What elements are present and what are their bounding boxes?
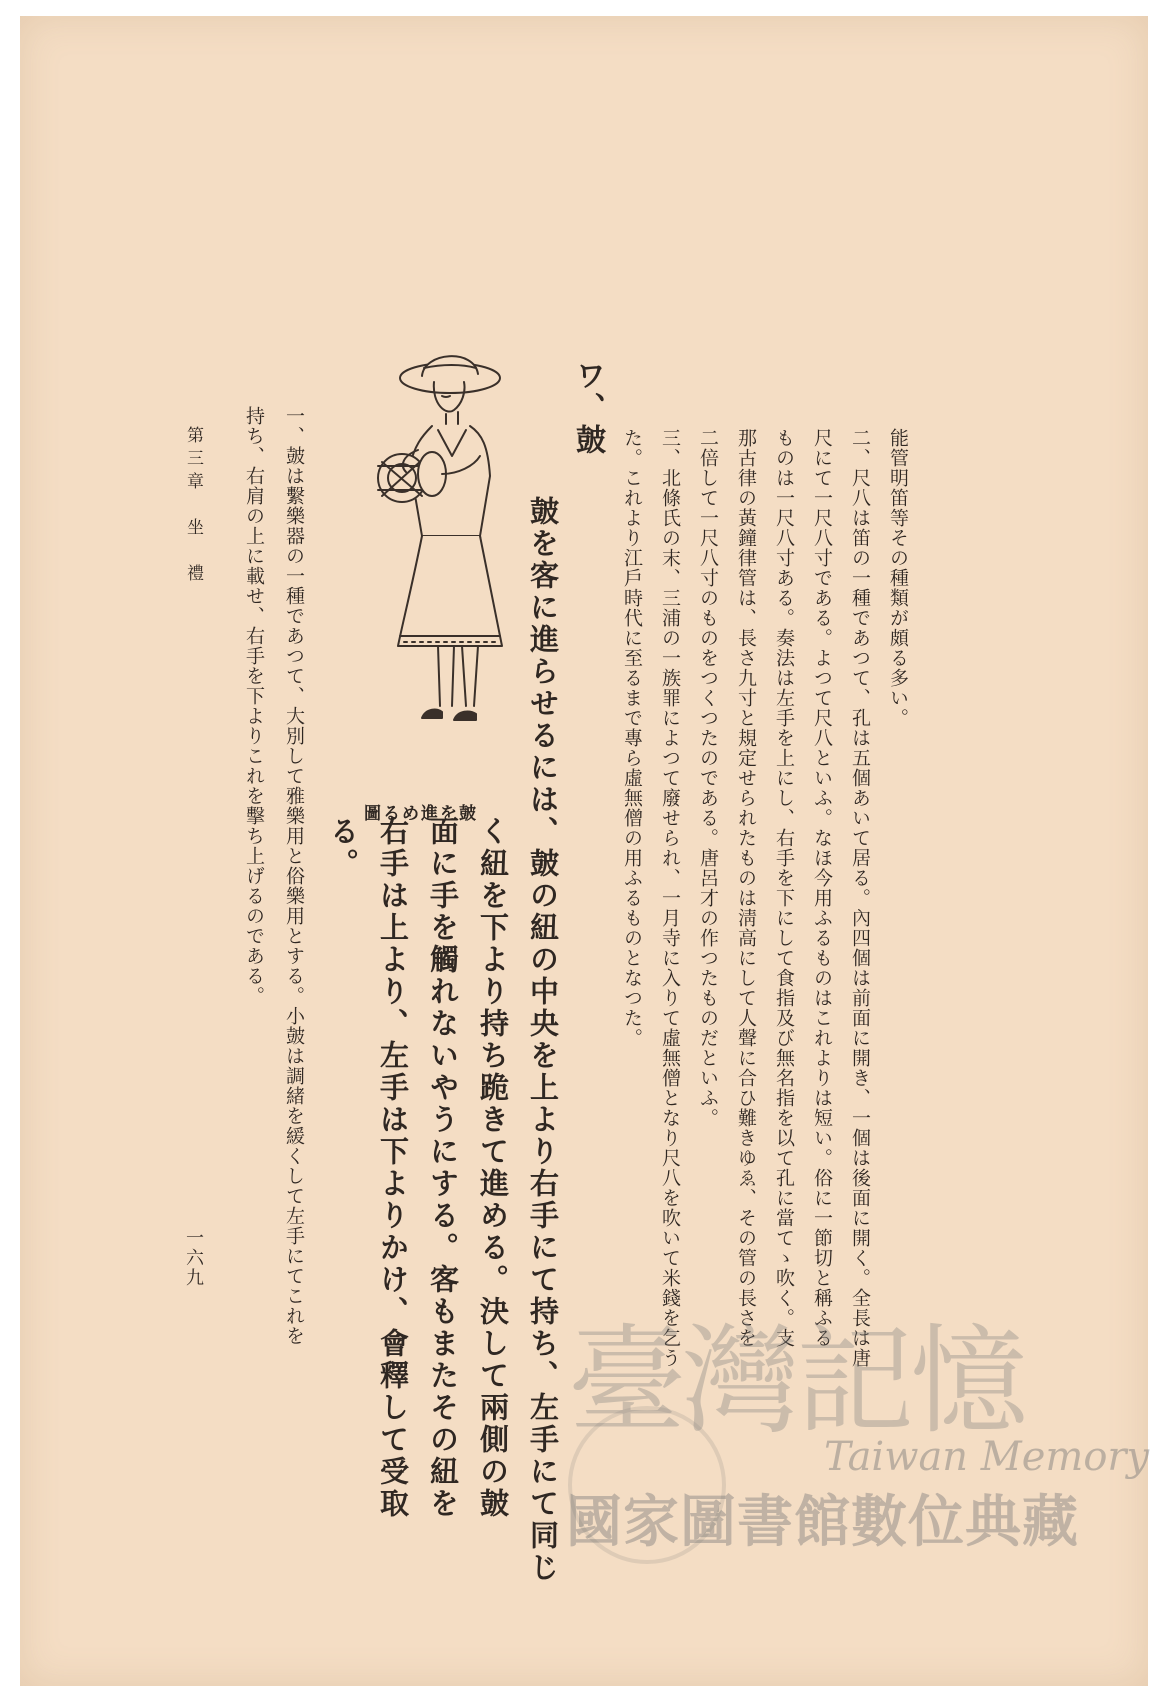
large-text-column-2: く紐を下より持ち跪きて進める。決して兩側の皷 bbox=[476, 816, 510, 1520]
text-column-6: 二倍して一尺八寸のものをつくつたのである。唐呂才の作つたものだといふ。 bbox=[697, 428, 719, 1128]
watermark-institution: 國家圖書館數位典藏 bbox=[566, 1490, 1079, 1555]
note-column-2: 持ち、右肩の上に載せ、右手を下よりこれを擊ち上げるのである。 bbox=[243, 406, 265, 1006]
large-text-column-1: 皷を客に進らせるには、皷の紐の中央を上より右手にて持ち、左手にて同じ bbox=[526, 496, 560, 1584]
large-text-column-5: る。 bbox=[326, 816, 360, 880]
watermark-english: Taiwan Memory bbox=[824, 1434, 1150, 1480]
text-column-3: 尺にて一尺八寸である。よつて尺八といふ。なほ今用ふるものはこれよりは短い。俗に一節切と稱ふる bbox=[811, 428, 833, 1348]
text-column-7: 三、北條氏の末、三浦の一族罪によつて廢せられ、一月寺に入りて虛無僧となり尺八を吹いて米錢を乞う bbox=[659, 428, 681, 1368]
watermark-characters: 臺灣記憶 bbox=[568, 1312, 1025, 1450]
woman-holding-drum-illustration bbox=[362, 346, 527, 776]
text-column-2: 二、尺八は笛の一種であつて、孔は五個あいて居る。內四個は前面に開き、一個は後面に開く。全長は唐 bbox=[849, 428, 871, 1368]
large-text-column-4: 右手は上より、左手は下よりかけ、會釋して受取 bbox=[376, 816, 410, 1520]
page-number: 一六九 bbox=[183, 1228, 204, 1288]
section-heading: ワ、皷 bbox=[570, 360, 605, 456]
chapter-footer: 第三章 坐 禮 bbox=[183, 426, 203, 587]
large-text-column-3: 面に手を觸れないやうにする。客もまたその紐を bbox=[426, 816, 460, 1520]
text-column-5: 那古律の黃鐘律管は、長さ九寸と規定せられたものは淸高にして人聲に合ひ難きゆゑ、その管の長さを bbox=[735, 428, 757, 1348]
text-column-1: 能管明笛等その種類が頗る多い。 bbox=[887, 428, 909, 728]
book-page bbox=[20, 16, 1148, 1686]
note-column-1: 一、皷は繫樂器の一種であつて、大別して雅樂用と俗樂用とする。小皷は調緒を緩くして左手にてこれを bbox=[283, 406, 305, 1346]
text-column-4: ものは一尺八寸ある。奏法は左手を上にし、右手を下にして食指及び無名指を以て孔に當てゝ吹く。支 bbox=[773, 428, 795, 1348]
text-column-8: た。これより江戶時代に至るまで專ら虛無僧の用ふるものとなつた。 bbox=[621, 428, 643, 1048]
illustration-caption: 圖るめ進を皷 bbox=[364, 804, 478, 824]
